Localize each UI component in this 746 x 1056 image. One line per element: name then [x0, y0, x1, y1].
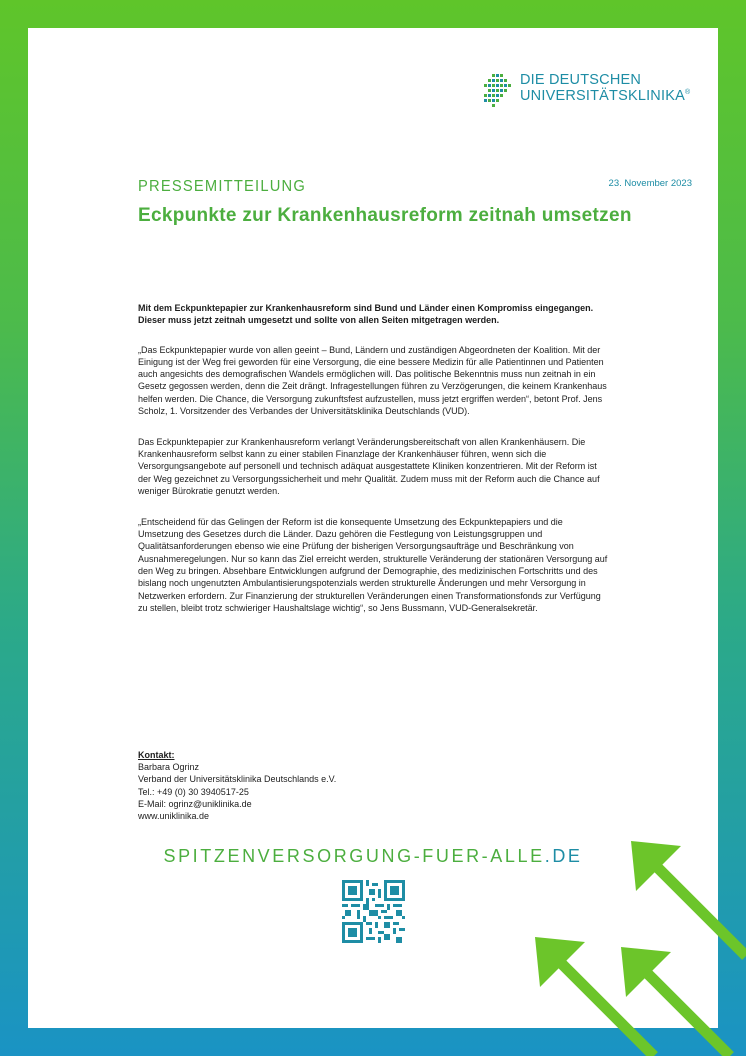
campaign-url-main: SPITZENVERSORGUNG-FUER-ALLE [163, 846, 545, 866]
contact-name: Barbara Ogrinz [138, 762, 200, 773]
contact-website[interactable]: www.uniklinika.de [138, 811, 210, 822]
body-paragraph: Das Eckpunktepapier zur Krankenhausreform verlangt Veränderungsbereitschaft von allen Krankenhäusern. Die Krankenhausreform selbst kann zu einer stabilen Finanzlage der Krankenhäuser führen, wenn sich die Versorgungsangebote auf personell und technisch adäquat ausgestattete Kliniken konzentrieren. Mit der Reform ist der Weg gezeichnet zu Versorgungssicherheit und mehr Qualität. Zudem muss mit der Reform auch die Chance auf weniger Bürokratie genutzt werden. [138, 436, 600, 497]
campaign-url-tld: .DE [544, 846, 583, 866]
article-body [138, 302, 608, 633]
contact-block [138, 749, 458, 822]
registered-mark: ® [684, 89, 691, 97]
logo-wordmark [520, 72, 740, 104]
logo-line-1: DIE DEUTSCHEN [520, 72, 642, 88]
logo-line-2: UNIVERSITÄTSKLINIKA® [520, 88, 691, 104]
contact-heading: Kontakt: [138, 750, 175, 760]
press-release-label: PRESSEMITTEILUNG [138, 178, 307, 195]
lead-paragraph: Mit dem Eckpunktepapier zur Krankenhausreform sind Bund und Länder einen Kompromiss eingegangen. Dieser muss jetzt zeitnah umgesetzt und sollte von allen Seiten mitgetragen werden. [138, 303, 594, 326]
page-title: Eckpunkte zur Krankenhausreform zeitnah umsetzen [138, 205, 632, 226]
campaign-url[interactable] [28, 846, 718, 867]
release-date: 23. November 2023 [608, 178, 692, 189]
contact-phone: Tel.: +49 (0) 30 3940517-25 [138, 786, 249, 797]
contact-organisation: Verband der Universitätsklinika Deutschlands e.V. [138, 774, 337, 785]
press-release-page [28, 28, 718, 1028]
logo-dot-grid-icon [482, 72, 516, 110]
contact-email[interactable]: E-Mail: ogrinz@uniklinika.de [138, 798, 252, 809]
quote-paragraph-bussmann: „Entscheidend für das Gelingen der Reform ist die konsequente Umsetzung des Eckpunktepapiers und die Umsetzung des Gesetzes durch die Länder. Dazu gehören die Festlegung von Leistungsgruppen und Qualitätsanforderungen ebenso wie eine Prüfung der bisherigen Versorgungsaufträge und Beschränkung von Ausnahmeregelungen. Nur so kann das Ziel erreicht werden, strukturelle Veränderung der stationären Versorgung auf den Weg zu bringen. Absehbare Entwicklungen aufgrund der Demographie, des medizinischen Fortschritts und des bislang noch ungenutzten Ambulantisierungspotenzials werden strukturelle Änderungen und mehr Versorgung in Netzwerken erfordern. Zur Finanzierung der strukturellen Veränderungen einen Transformationsfonds zur Verfügung zu stellen, bleibt trotz schwieriger Haushaltslage wichtig“, so Jens Bussmann, VUD-Generalsekretär. [138, 516, 608, 613]
quote-paragraph-scholz: „Das Eckpunktepapier wurde von allen geeint – Bund, Ländern und zuständigen Abgeordneten der Koalition. Mit der Einigung ist der Weg frei geworden für eine Versorgung, die eine bessere Medizin für alle Patientinnen und Patienten auch angesichts des demografischen Wandels ermöglichen will. Das politische Bekenntnis muss nun zeitnah in ein Gesetz gegossen werden, denn die Zeit drängt. Infragestellungen führen zu Verzögerungen, die keinem Krankenhaus helfen werden. Die Chance, die Versorgung zukunftsfest aufzustellen, muss jetzt ergriffen werden“, betont Prof. Jens Scholz, 1. Vorsitzender des Verbandes der Universitätsklinika Deutschlands (VUD). [138, 344, 607, 417]
qr-code-icon[interactable] [342, 880, 405, 943]
